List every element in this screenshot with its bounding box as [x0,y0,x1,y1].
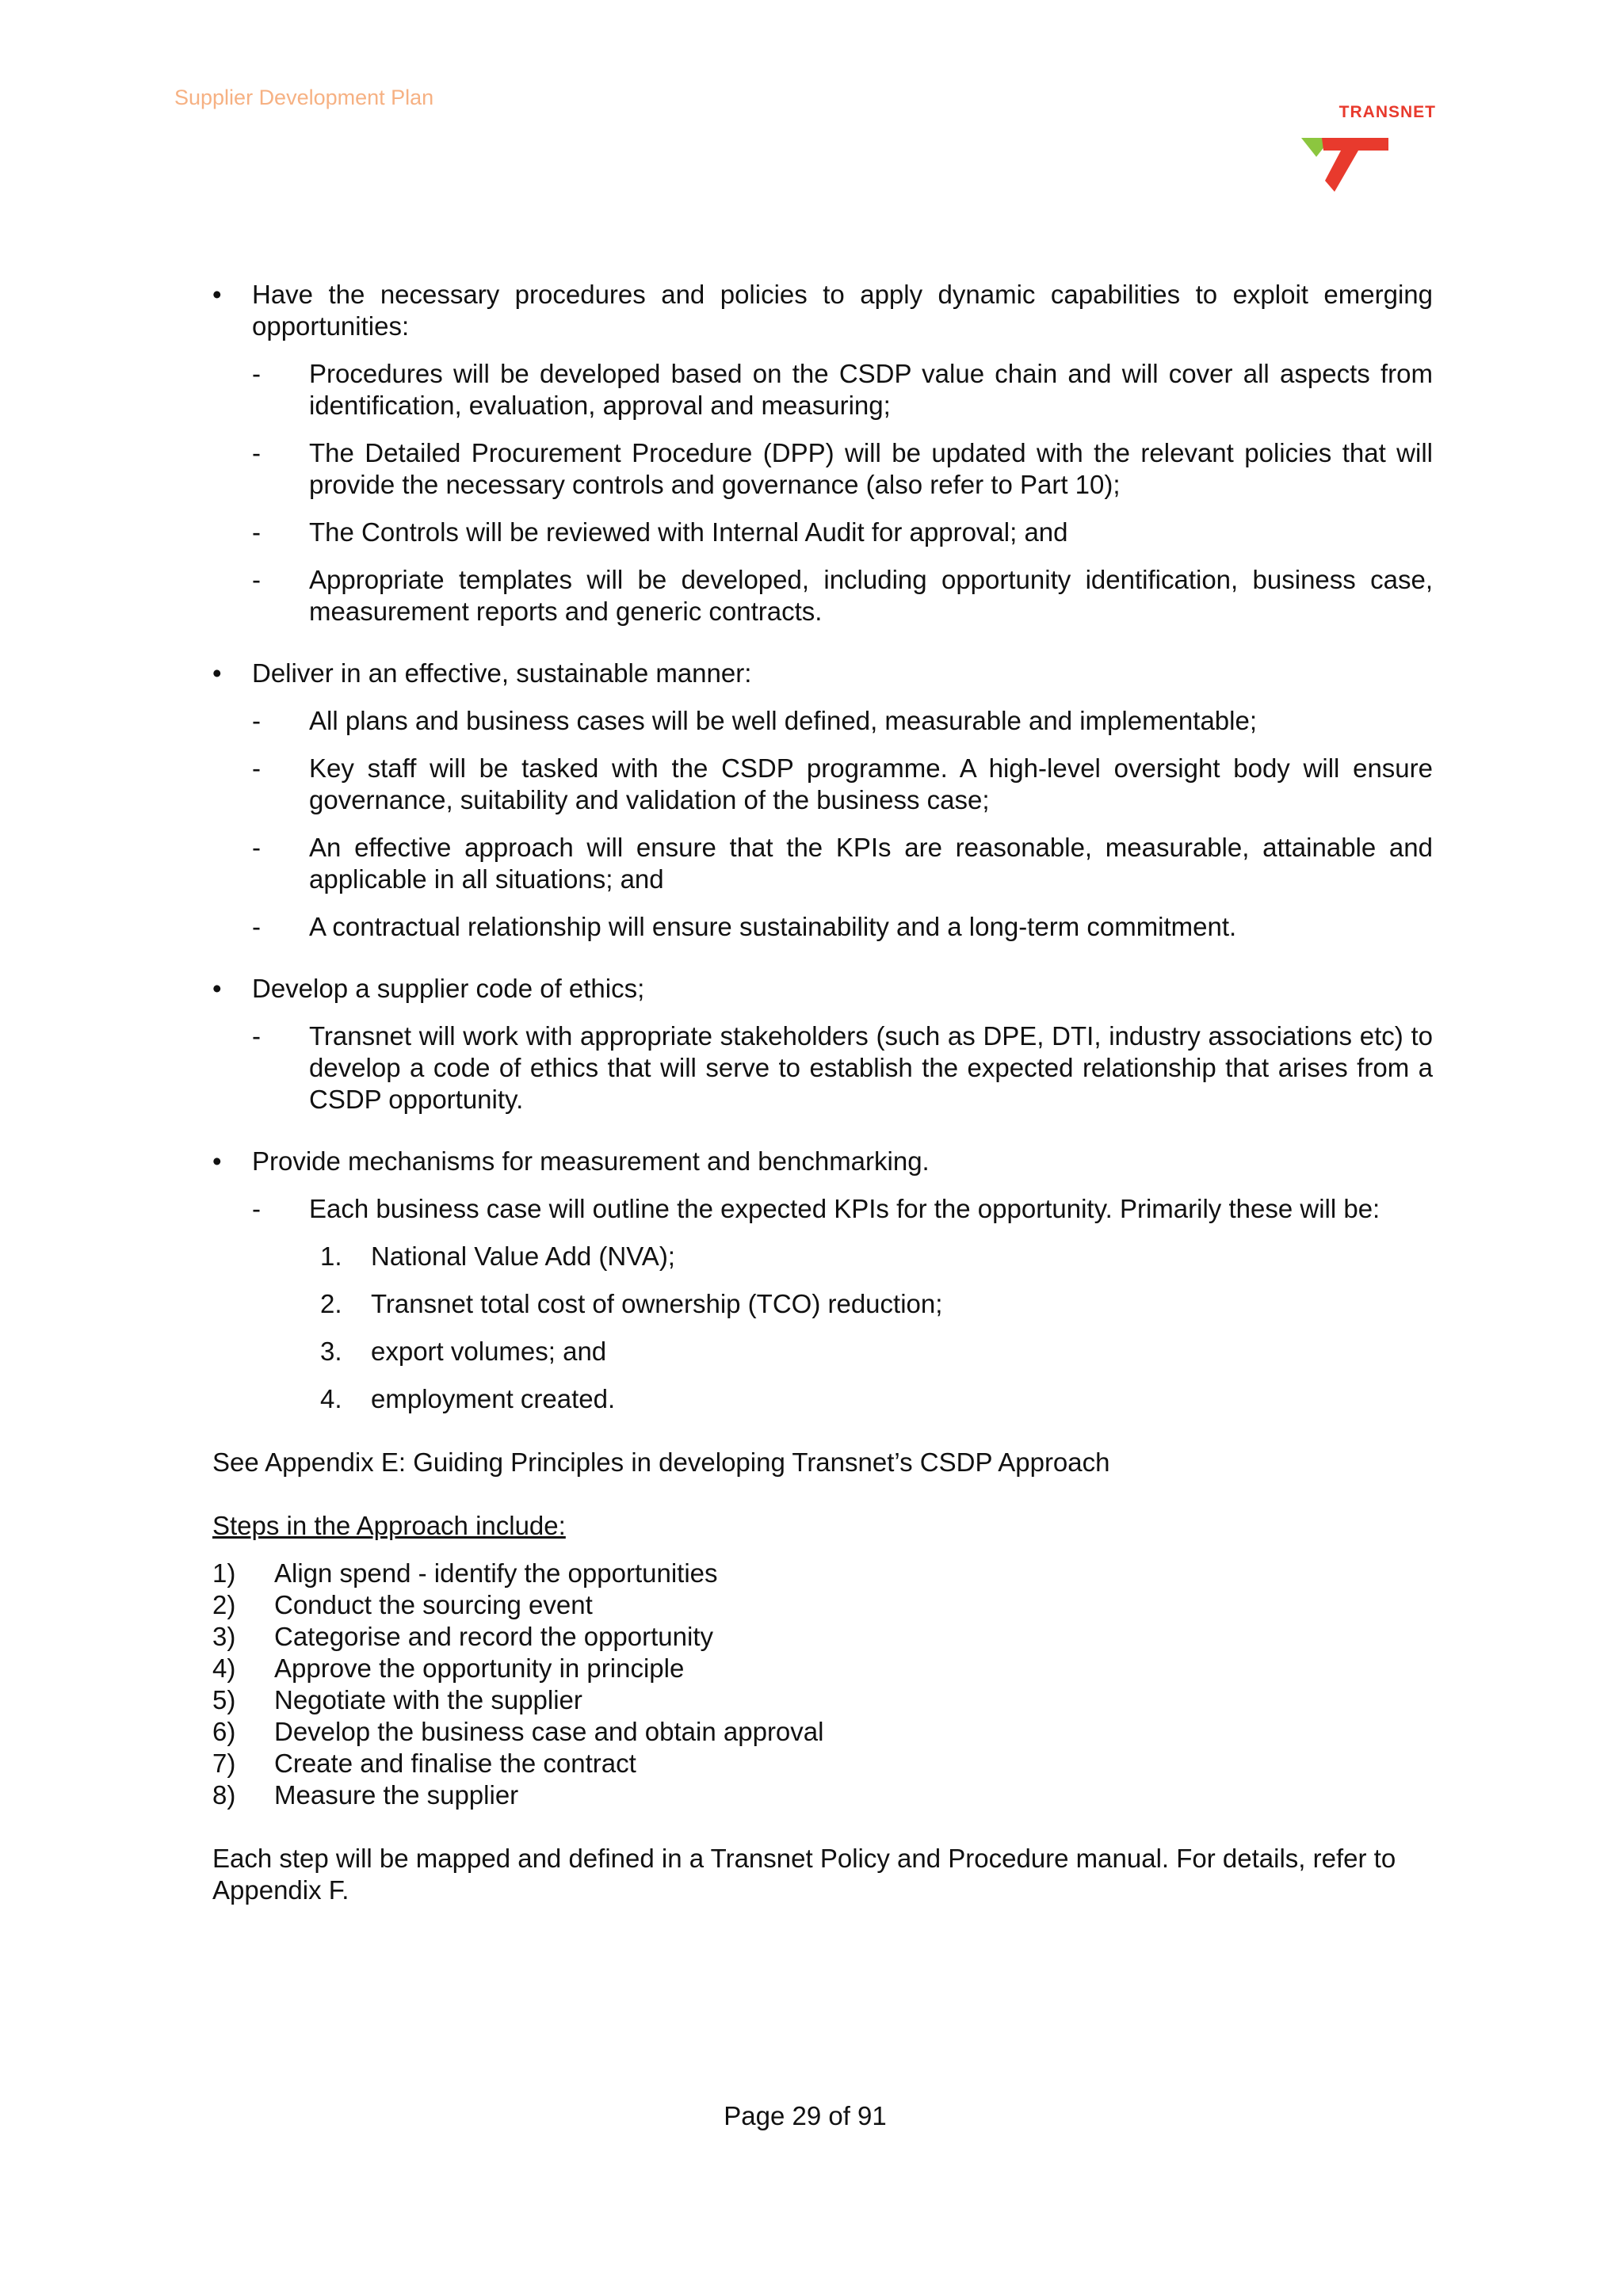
steps-list [212,1558,1433,1811]
step-item [212,1716,1433,1748]
step-text: Measure the supplier [274,1780,519,1810]
step-text: Create and finalise the contract [274,1749,636,1778]
kpi-list-item [212,1383,1433,1415]
step-item [212,1621,1433,1653]
step-number: 8) [212,1780,236,1810]
transnet-logo-icon [1300,136,1395,200]
step-number: 1) [212,1558,236,1588]
dash-marker: - [252,706,261,735]
step-item [212,1558,1433,1589]
dash-marker: - [252,359,261,388]
step-text: Negotiate with the supplier [274,1685,582,1714]
sub-item [212,517,1433,548]
bullet-text: Have the necessary procedures and policies to apply dynamic capabilities to exploit emerging opportunities: [252,280,1433,341]
sub-item-text: An effective approach will ensure that the KPIs are reasonable, measurable, attainable and applicable in all situations; and [309,833,1433,894]
sub-item [212,753,1433,816]
kpi-list-item [212,1288,1433,1320]
bullet-text: Deliver in an effective, sustainable manner: [252,658,752,688]
step-text: Develop the business case and obtain approval [274,1717,824,1746]
sub-item [212,1020,1433,1116]
kpi-number: 3. [320,1337,342,1366]
sub-item-text: Transnet will work with appropriate stakeholders (such as DPE, DTI, industry associations etc) to develop a code of ethics that will serve to establish the expected relationship that arises from a CSDP opportunity. [309,1021,1433,1114]
bullet-marker: • [212,974,222,1003]
appendix-note: See Appendix E: Guiding Principles in developing Transnet’s CSDP Approach [212,1447,1110,1477]
steps-heading: Steps in the Approach include: [212,1511,566,1540]
sub-item [212,564,1433,627]
step-item [212,1684,1433,1716]
kpi-list-item [212,1336,1433,1367]
document-body [212,279,1433,1906]
kpi-list-item [212,1241,1433,1272]
bullet-marker: • [212,280,222,309]
sub-item-text: Procedures will be developed based on the CSDP value chain and will cover all aspects from identification, evaluation, approval and measuring; [309,359,1433,420]
bullet-item [212,1146,1433,1177]
kpi-text: employment created. [371,1384,616,1413]
dash-marker: - [252,1194,261,1223]
sub-item [212,437,1433,501]
kpi-text: Transnet total cost of ownership (TCO) reduction; [371,1289,943,1318]
step-number: 2) [212,1590,236,1619]
dash-marker: - [252,1021,261,1051]
bullet-text: Provide mechanisms for measurement and benchmarking. [252,1146,930,1176]
dash-marker: - [252,753,261,783]
sub-item [212,705,1433,737]
bullet-text: Develop a supplier code of ethics; [252,974,645,1003]
sub-item-text: All plans and business cases will be well defined, measurable and implementable; [309,706,1258,735]
step-number: 3) [212,1622,236,1651]
sub-item [212,1193,1433,1225]
dash-marker: - [252,517,261,547]
bullet-item [212,973,1433,1005]
sub-item-text: Each business case will outline the expected KPIs for the opportunity. Primarily these will be: [309,1194,1381,1223]
kpi-number: 1. [320,1241,342,1271]
sub-item [212,832,1433,895]
sub-item-text: A contractual relationship will ensure sustainability and a long-term commitment. [309,912,1237,941]
step-item [212,1653,1433,1684]
step-item [212,1748,1433,1779]
dash-marker: - [252,438,261,467]
page-footer [0,2101,1623,2131]
step-number: 4) [212,1653,236,1683]
bullet-marker: • [212,658,222,688]
sub-item-text: Appropriate templates will be developed, including opportunity identification, business case, measurement reports and generic contracts. [309,565,1433,626]
dash-marker: - [252,565,261,594]
kpi-number: 4. [320,1384,342,1413]
sub-item [212,911,1433,943]
closing-paragraph: Each step will be mapped and defined in a Transnet Policy and Procedure manual. For details, refer to Appendix F. [212,1844,1396,1905]
kpi-text: National Value Add (NVA); [371,1241,675,1271]
dash-marker: - [252,912,261,941]
bullet-item [212,279,1433,342]
bullet-item [212,658,1433,689]
dash-marker: - [252,833,261,862]
step-text: Approve the opportunity in principle [274,1653,685,1683]
header-document-title: Supplier Development Plan [174,86,434,109]
kpi-number: 2. [320,1289,342,1318]
kpi-text: export volumes; and [371,1337,607,1366]
step-number: 7) [212,1749,236,1778]
step-text: Conduct the sourcing event [274,1590,593,1619]
transnet-logo [1300,103,1436,198]
sub-item [212,358,1433,421]
bullet-marker: • [212,1146,222,1176]
step-text: Align spend - identify the opportunities [274,1558,718,1588]
step-item [212,1589,1433,1621]
sub-item-text: The Detailed Procurement Procedure (DPP) will be updated with the relevant policies that will provide the necessary controls and governance (also refer to Part 10); [309,438,1433,499]
logo-wordmark: TRANSNET [1338,103,1436,121]
step-text: Categorise and record the opportunity [274,1622,714,1651]
sub-item-text: Key staff will be tasked with the CSDP programme. A high-level oversight body will ensure governance, suitability and validation of the business case; [309,753,1433,814]
step-number: 5) [212,1685,236,1714]
step-item [212,1779,1433,1811]
sub-item-text: The Controls will be reviewed with Internal Audit for approval; and [309,517,1068,547]
page-number: Page 29 of 91 [724,2101,887,2130]
step-number: 6) [212,1717,236,1746]
